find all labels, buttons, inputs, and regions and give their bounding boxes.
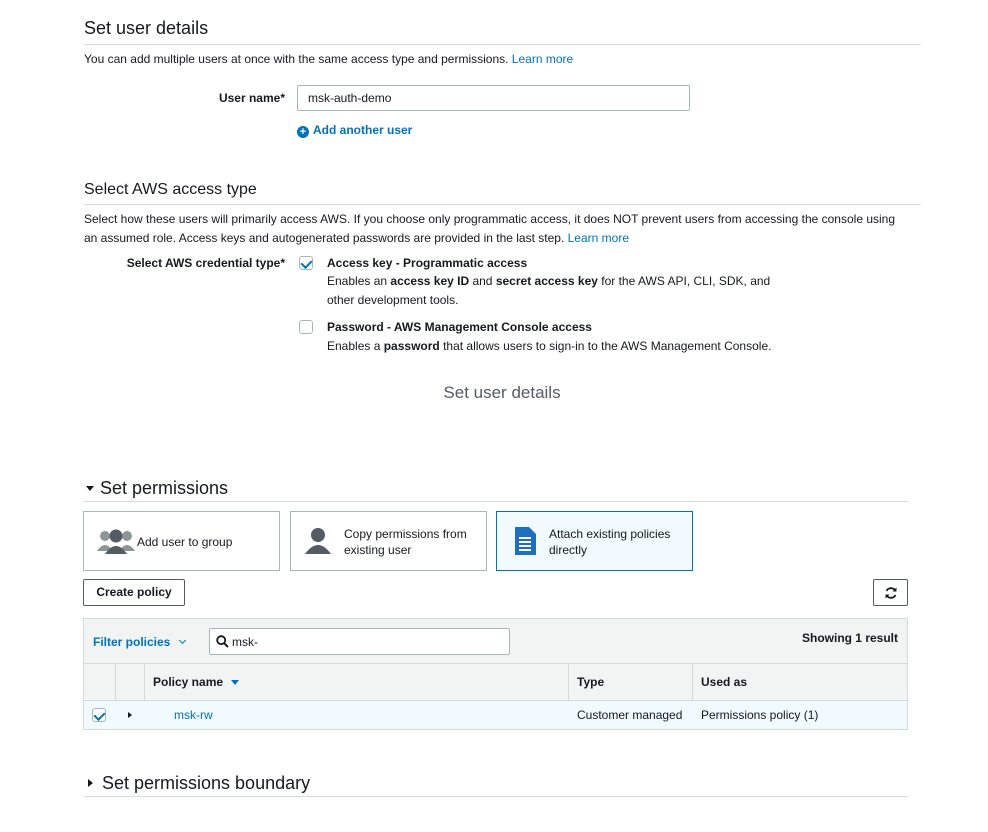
access-key-desc-mid: and (469, 274, 496, 288)
refresh-icon (884, 586, 898, 600)
access-key-desc-pre: Enables an (327, 274, 391, 288)
sort-desc-icon (231, 680, 239, 685)
access-key-option-desc (327, 272, 770, 291)
add-another-user-label: Add another user (313, 123, 413, 137)
permissions-divider (84, 501, 908, 502)
policy-used-as: Permissions policy (1) (701, 708, 819, 722)
access-type-divider (84, 204, 921, 205)
permissions-boundary-toggle[interactable] (88, 773, 310, 794)
create-policy-button[interactable]: Create policy (83, 579, 185, 606)
result-count: Showing 1 result (801, 631, 898, 645)
policy-name-link[interactable]: msk-rw (174, 708, 213, 722)
col-divider-3 (568, 664, 569, 701)
access-type-description-2-text: an assumed role. Access keys and autogenerated passwords are provided in the last step. (84, 231, 565, 245)
access-key-desc-b2: secret access key (495, 274, 598, 288)
access-type-description-2 (84, 229, 629, 248)
access-key-desc-b1: access key ID (390, 274, 470, 288)
column-header-type-label: Type (577, 675, 605, 689)
copy-permissions-label-1: Copy permissions from (344, 527, 467, 541)
copy-permissions-label-2: existing user (344, 543, 412, 557)
policy-search-value: msk- (232, 635, 258, 649)
access-key-option-title: Access key - Programmatic access (327, 256, 528, 270)
password-desc-pre: Enables a (327, 339, 384, 353)
access-type-heading: Select AWS access type (84, 181, 257, 198)
user-details-description-text: You can add multiple users at once with the same access type and permissions. (84, 52, 509, 66)
copy-permissions-tile[interactable] (290, 511, 487, 571)
document-icon (513, 526, 537, 556)
filter-policies-dropdown[interactable] (93, 635, 185, 649)
plus-circle-icon: + (297, 126, 309, 138)
search-icon (216, 635, 229, 648)
filter-policies-label: Filter policies (93, 635, 171, 649)
caret-down-icon (86, 486, 94, 491)
table-filter-bar (84, 619, 907, 664)
chevron-down-icon (179, 637, 186, 644)
access-type-learn-more-link[interactable]: Learn more (567, 231, 629, 245)
col-divider-2 (144, 664, 145, 701)
user-icon (305, 527, 331, 555)
row-select-checkbox[interactable] (92, 708, 106, 722)
expand-row-icon[interactable] (128, 712, 132, 718)
table-row[interactable] (84, 701, 907, 729)
user-name-label: User name* (218, 91, 285, 105)
caret-right-icon (88, 779, 93, 787)
add-another-user-button[interactable] (297, 123, 412, 138)
column-header-select (84, 664, 115, 701)
users-group-icon (96, 527, 136, 555)
policies-table (83, 618, 908, 730)
refresh-button[interactable] (873, 579, 908, 606)
policy-search-box[interactable] (209, 628, 510, 655)
add-user-to-group-label: Add user to group (137, 535, 233, 549)
password-option-title: Password - AWS Management Console access (327, 320, 592, 334)
password-option-desc (327, 337, 771, 356)
permissions-boundary-heading: Set permissions boundary (102, 773, 311, 793)
attach-policies-tile[interactable] (496, 511, 693, 571)
access-key-checkbox[interactable] (299, 256, 313, 270)
column-header-used-as-label: Used as (701, 675, 748, 689)
user-details-heading: Set user details (84, 18, 209, 38)
access-key-desc-post: for the AWS API, CLI, SDK, and (597, 274, 771, 288)
column-header-expand (115, 664, 144, 701)
permissions-boundary-divider (84, 796, 908, 797)
user-details-description (84, 50, 573, 69)
attach-policies-label-1: Attach existing policies (549, 527, 671, 541)
column-header-type[interactable] (568, 664, 692, 701)
access-key-option-desc-2: other development tools. (327, 293, 459, 307)
policy-type: Customer managed (577, 708, 683, 722)
permissions-section-toggle[interactable] (86, 478, 228, 499)
user-details-learn-more-link[interactable]: Learn more (511, 52, 574, 66)
column-header-policy-name-label: Policy name (153, 675, 224, 689)
password-checkbox[interactable] (299, 320, 313, 334)
col-divider-1 (115, 664, 116, 701)
credential-type-label: Select AWS credential type* (126, 256, 285, 270)
password-desc-b1: password (383, 339, 440, 353)
access-type-description-1: Select how these users will primarily access AWS. If you choose only programmatic access, it does NOT prevent users from accessing the console using (84, 212, 896, 226)
user-name-input[interactable] (297, 85, 690, 111)
attach-policies-label-2: directly (549, 543, 588, 557)
figure-caption: Set user details (443, 383, 561, 402)
column-header-policy-name[interactable] (144, 664, 568, 701)
column-header-used-as[interactable] (692, 664, 907, 701)
col-divider-4 (692, 664, 693, 701)
password-desc-post: that allows users to sign-in to the AWS Management Console. (439, 339, 772, 353)
add-user-to-group-tile[interactable] (83, 511, 280, 571)
user-details-divider (84, 44, 921, 45)
permissions-heading: Set permissions (100, 478, 229, 498)
